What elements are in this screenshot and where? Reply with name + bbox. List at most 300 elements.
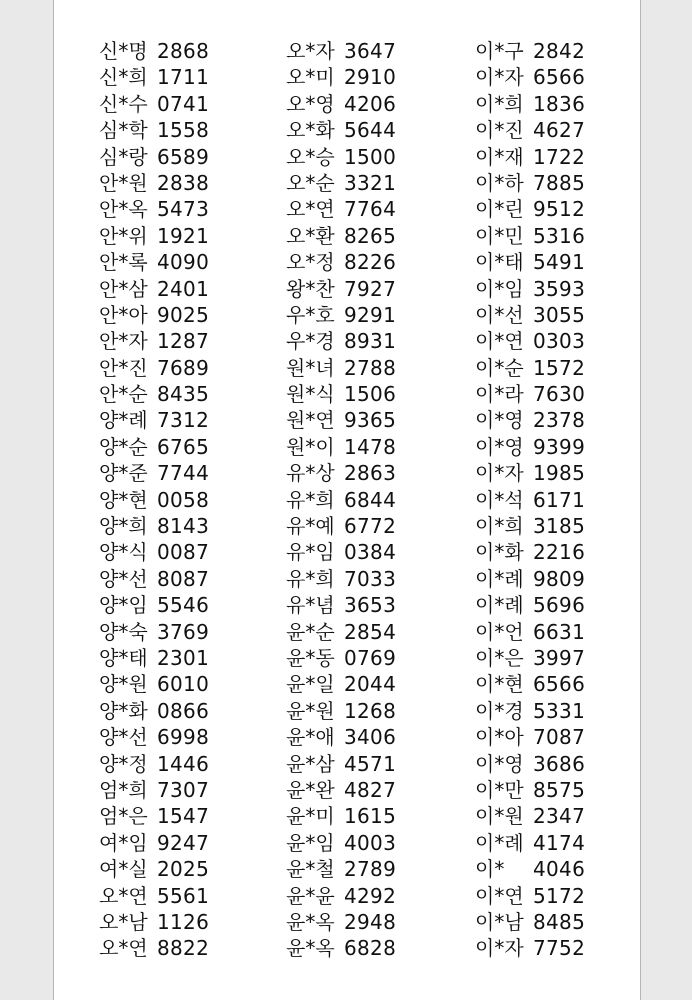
entry-code: 7630 <box>533 382 586 407</box>
list-item <box>475 592 585 618</box>
entry-name: 이*민 <box>475 223 524 248</box>
entry-name: 이*린 <box>475 197 524 222</box>
entry-code: 4046 <box>533 857 586 882</box>
entry-name: 오*정 <box>286 250 335 275</box>
entry-code: 3055 <box>533 302 586 327</box>
entry-name: 이*순 <box>475 355 524 380</box>
entry-name: 안*순 <box>99 382 148 407</box>
list-item <box>286 117 396 143</box>
entry-code: 5473 <box>157 197 210 222</box>
entry-code: 1711 <box>157 65 210 90</box>
list-item <box>286 698 396 724</box>
entry-code: 7312 <box>157 408 210 433</box>
entry-code: 2842 <box>533 39 586 63</box>
column-3 <box>475 38 585 962</box>
entry-name: 오*순 <box>286 170 335 195</box>
entry-code: 6844 <box>344 487 397 512</box>
list-item <box>99 830 209 856</box>
list-item <box>475 381 585 407</box>
entry-name: 이*자 <box>475 461 524 486</box>
entry-name: 유*예 <box>286 514 335 539</box>
entry-name: 여*실 <box>99 857 148 882</box>
entry-code: 5316 <box>533 223 586 248</box>
list-item <box>475 302 585 328</box>
list-item <box>286 91 396 117</box>
entry-name: 유*상 <box>286 461 335 486</box>
entry-name: 윤*삼 <box>286 751 335 776</box>
list-item <box>286 64 396 90</box>
entry-code: 2868 <box>157 39 210 63</box>
entry-code: 6171 <box>533 487 586 512</box>
entry-code: 4827 <box>344 777 397 802</box>
entry-code: 5172 <box>533 883 586 908</box>
entry-name: 안*자 <box>99 329 148 354</box>
entry-code: 2044 <box>344 672 397 697</box>
entry-name: 오*남 <box>99 909 148 934</box>
list-item <box>286 460 396 486</box>
entry-name: 이*재 <box>475 144 524 169</box>
entry-code: 1547 <box>157 804 210 829</box>
list-item <box>286 883 396 909</box>
list-item <box>99 91 209 117</box>
entry-code: 1478 <box>344 434 397 459</box>
entry-code: 4003 <box>344 830 397 855</box>
entry-code: 5491 <box>533 250 586 275</box>
list-item <box>99 698 209 724</box>
entry-name: 오*환 <box>286 223 335 248</box>
entry-code: 8226 <box>344 250 397 275</box>
entry-code: 0866 <box>157 698 210 723</box>
entry-name: 이*경 <box>475 698 524 723</box>
entry-name: 이*연 <box>475 883 524 908</box>
list-item <box>286 355 396 381</box>
entry-name: 이*영 <box>475 434 524 459</box>
list-item <box>475 645 585 671</box>
entry-code: 1268 <box>344 698 397 723</box>
entry-name: 양*선 <box>99 725 148 750</box>
entry-code: 7033 <box>344 566 397 591</box>
entry-name: 유*념 <box>286 593 335 618</box>
entry-code: 8931 <box>344 329 397 354</box>
list-item <box>286 434 396 460</box>
entry-code: 2910 <box>344 65 397 90</box>
list-item <box>475 671 585 697</box>
entry-name: 원*이 <box>286 434 335 459</box>
entry-code: 7744 <box>157 461 210 486</box>
entry-name: 양*순 <box>99 434 148 459</box>
entry-code: 1287 <box>157 329 210 354</box>
entry-code: 6765 <box>157 434 210 459</box>
list-item <box>286 935 396 961</box>
entry-name: 이*구 <box>475 39 524 63</box>
entry-code: 1921 <box>157 223 210 248</box>
entry-name: 이*아 <box>475 725 524 750</box>
list-item <box>475 196 585 222</box>
entry-name: 이*만 <box>475 777 524 802</box>
entry-code: 9512 <box>533 197 586 222</box>
list-item <box>286 249 396 275</box>
entry-name: 안*록 <box>99 250 148 275</box>
list-item <box>475 751 585 777</box>
list-item <box>99 619 209 645</box>
list-item <box>475 724 585 750</box>
entry-name: 양*희 <box>99 514 148 539</box>
list-item <box>475 566 585 592</box>
entry-code: 9399 <box>533 434 586 459</box>
list-item <box>475 460 585 486</box>
list-item <box>99 909 209 935</box>
list-item <box>286 592 396 618</box>
entry-name: 윤*윤 <box>286 883 335 908</box>
entry-name: 이*자 <box>475 65 524 90</box>
list-item <box>286 328 396 354</box>
entry-code: 5331 <box>533 698 586 723</box>
list-item <box>475 144 585 170</box>
entry-code: 2948 <box>344 909 397 934</box>
list-item <box>475 407 585 433</box>
entry-name: 이*희 <box>475 91 524 116</box>
entry-code: 4174 <box>533 830 586 855</box>
entry-name: 이*임 <box>475 276 524 301</box>
entry-code: 1126 <box>157 909 210 934</box>
entry-name: 심*랑 <box>99 144 148 169</box>
entry-name: 원*녀 <box>286 355 335 380</box>
list-item <box>475 276 585 302</box>
entry-name: 원*식 <box>286 382 335 407</box>
entry-code: 4292 <box>344 883 397 908</box>
list-item <box>99 592 209 618</box>
entry-name: 왕*찬 <box>286 276 335 301</box>
entry-name: 양*태 <box>99 645 148 670</box>
entry-name: 윤*원 <box>286 698 335 723</box>
entry-name: 오*자 <box>286 39 335 63</box>
list-item <box>286 196 396 222</box>
list-item <box>99 724 209 750</box>
entry-name: 유*임 <box>286 540 335 565</box>
entry-code: 2788 <box>344 355 397 380</box>
list-item <box>99 64 209 90</box>
entry-name: 이*선 <box>475 302 524 327</box>
entry-name: 원*연 <box>286 408 335 433</box>
entry-code: 6828 <box>344 936 397 961</box>
entry-code: 6566 <box>533 65 586 90</box>
list-item <box>286 144 396 170</box>
entry-name: 오*화 <box>286 118 335 143</box>
entry-name: 윤*옥 <box>286 936 335 961</box>
list-item <box>475 64 585 90</box>
list-item <box>99 460 209 486</box>
entry-code: 1722 <box>533 144 586 169</box>
entry-code: 3769 <box>157 619 210 644</box>
entry-code: 1985 <box>533 461 586 486</box>
entry-name: 유*희 <box>286 566 335 591</box>
entry-name: 이*희 <box>475 514 524 539</box>
entry-name: 이*라 <box>475 382 524 407</box>
entry-code: 7689 <box>157 355 210 380</box>
entry-code: 0741 <box>157 91 210 116</box>
entry-name: 이*태 <box>475 250 524 275</box>
entry-name: 윤*동 <box>286 645 335 670</box>
entry-code: 3321 <box>344 170 397 195</box>
entry-code: 5644 <box>344 118 397 143</box>
entry-code: 7087 <box>533 725 586 750</box>
column-1 <box>99 38 209 962</box>
list-item <box>286 751 396 777</box>
list-item <box>286 38 396 64</box>
list-item <box>286 671 396 697</box>
entry-name: 오*미 <box>286 65 335 90</box>
entry-code: 1836 <box>533 91 586 116</box>
entry-code: 4627 <box>533 118 586 143</box>
entry-name: 안*위 <box>99 223 148 248</box>
entry-name: 양*준 <box>99 461 148 486</box>
list-item <box>475 539 585 565</box>
entry-name: 엄*은 <box>99 804 148 829</box>
entry-code: 8435 <box>157 382 210 407</box>
list-item <box>286 856 396 882</box>
list-item <box>286 487 396 513</box>
list-item <box>99 751 209 777</box>
entry-name: 이*석 <box>475 487 524 512</box>
entry-code: 1500 <box>344 144 397 169</box>
entry-name: 우*호 <box>286 302 335 327</box>
entry-code: 4090 <box>157 250 210 275</box>
entry-name: 신*희 <box>99 65 148 90</box>
entry-name: 양*식 <box>99 540 148 565</box>
entry-code: 8822 <box>157 936 210 961</box>
list-item <box>475 777 585 803</box>
list-item <box>286 724 396 750</box>
list-item <box>475 38 585 64</box>
entry-name: 이*례 <box>475 593 524 618</box>
entry-name: 이*례 <box>475 830 524 855</box>
list-item <box>475 513 585 539</box>
list-item <box>99 117 209 143</box>
entry-name: 이*언 <box>475 619 524 644</box>
entry-name: 안*아 <box>99 302 148 327</box>
entry-name: 신*수 <box>99 91 148 116</box>
entry-name: 이*영 <box>475 408 524 433</box>
entry-name: 오*연 <box>99 936 148 961</box>
entry-code: 8575 <box>533 777 586 802</box>
list-item <box>99 196 209 222</box>
entry-code: 0087 <box>157 540 210 565</box>
list-item <box>99 223 209 249</box>
entry-name: 양*화 <box>99 698 148 723</box>
entry-code: 9247 <box>157 830 210 855</box>
list-item <box>99 883 209 909</box>
entry-name: 이*화 <box>475 540 524 565</box>
entry-code: 2301 <box>157 645 210 670</box>
entry-code: 6998 <box>157 725 210 750</box>
entry-name: 윤*철 <box>286 857 335 882</box>
list-item <box>99 381 209 407</box>
entry-name: 윤*순 <box>286 619 335 644</box>
entry-code: 9809 <box>533 566 586 591</box>
list-item <box>99 671 209 697</box>
entry-code: 5546 <box>157 593 210 618</box>
list-item <box>475 91 585 117</box>
entry-code: 7764 <box>344 197 397 222</box>
list-item <box>475 883 585 909</box>
entry-code: 2401 <box>157 276 210 301</box>
entry-name: 여*임 <box>99 830 148 855</box>
entry-name: 양*숙 <box>99 619 148 644</box>
list-item <box>286 830 396 856</box>
entry-name: 오*연 <box>286 197 335 222</box>
entry-name: 이*진 <box>475 118 524 143</box>
entry-code: 3185 <box>533 514 586 539</box>
entry-name: 양*현 <box>99 487 148 512</box>
list-item <box>286 513 396 539</box>
list-item <box>99 513 209 539</box>
list-item <box>475 909 585 935</box>
entry-name: 안*삼 <box>99 276 148 301</box>
document-page <box>53 0 641 1000</box>
list-item <box>99 856 209 882</box>
list-item <box>99 935 209 961</box>
list-item <box>286 803 396 829</box>
list-item <box>99 407 209 433</box>
entry-name: 양*선 <box>99 566 148 591</box>
entry-code: 2216 <box>533 540 586 565</box>
entry-code: 8143 <box>157 514 210 539</box>
entry-code: 9291 <box>344 302 397 327</box>
list-item <box>99 803 209 829</box>
entry-name: 양*원 <box>99 672 148 697</box>
entry-code: 0303 <box>533 329 586 354</box>
entry-code: 6010 <box>157 672 210 697</box>
entry-name: 오*승 <box>286 144 335 169</box>
entry-name: 신*명 <box>99 39 148 63</box>
entry-name: 오*연 <box>99 883 148 908</box>
list-item <box>99 645 209 671</box>
entry-name: 엄*희 <box>99 777 148 802</box>
entry-code: 8265 <box>344 223 397 248</box>
entry-code: 1558 <box>157 118 210 143</box>
entry-name: 이*례 <box>475 566 524 591</box>
list-item <box>475 619 585 645</box>
entry-name: 안*원 <box>99 170 148 195</box>
entry-code: 7927 <box>344 276 397 301</box>
entry-name: 안*옥 <box>99 197 148 222</box>
list-item <box>99 355 209 381</box>
entry-code: 3406 <box>344 725 397 750</box>
entry-code: 8087 <box>157 566 210 591</box>
list-item <box>286 619 396 645</box>
column-2 <box>286 38 396 962</box>
entry-code: 6566 <box>533 672 586 697</box>
list-item <box>286 909 396 935</box>
entry-name: 윤*일 <box>286 672 335 697</box>
list-item <box>286 223 396 249</box>
list-item <box>475 355 585 381</box>
entry-name: 이*영 <box>475 751 524 776</box>
list-item <box>99 302 209 328</box>
entry-name: 이*하 <box>475 170 524 195</box>
entry-code: 2347 <box>533 804 586 829</box>
entry-name: 안*진 <box>99 355 148 380</box>
entry-code: 1506 <box>344 382 397 407</box>
list-item <box>99 487 209 513</box>
entry-code: 2378 <box>533 408 586 433</box>
list-item <box>475 117 585 143</box>
list-item <box>475 856 585 882</box>
list-item <box>475 698 585 724</box>
entry-name: 이*현 <box>475 672 524 697</box>
list-item <box>286 407 396 433</box>
list-item <box>99 144 209 170</box>
entry-name: 윤*완 <box>286 777 335 802</box>
list-item <box>99 566 209 592</box>
entry-code: 9365 <box>344 408 397 433</box>
list-item <box>99 249 209 275</box>
list-item <box>475 249 585 275</box>
list-item <box>475 935 585 961</box>
list-item <box>99 328 209 354</box>
entry-code: 2025 <box>157 857 210 882</box>
entry-name: 윤*애 <box>286 725 335 750</box>
list-item <box>99 170 209 196</box>
list-item <box>475 434 585 460</box>
entry-code: 6631 <box>533 619 586 644</box>
entry-name: 양*례 <box>99 408 148 433</box>
entry-code: 5696 <box>533 593 586 618</box>
entry-name: 오*영 <box>286 91 335 116</box>
entry-code: 9025 <box>157 302 210 327</box>
entry-name: 우*경 <box>286 329 335 354</box>
entry-code: 2854 <box>344 619 397 644</box>
entry-code: 3997 <box>533 645 586 670</box>
entry-code: 7885 <box>533 170 586 195</box>
entry-name: 이*연 <box>475 329 524 354</box>
entry-code: 6772 <box>344 514 397 539</box>
list-item <box>475 803 585 829</box>
entry-code: 0384 <box>344 540 397 565</box>
list-item <box>475 830 585 856</box>
list-item <box>286 539 396 565</box>
list-item <box>475 487 585 513</box>
list-item <box>286 566 396 592</box>
entry-code: 0769 <box>344 645 397 670</box>
entry-name: 심*학 <box>99 118 148 143</box>
entry-name: 이*남 <box>475 909 524 934</box>
list-item <box>475 328 585 354</box>
list-item <box>286 302 396 328</box>
entry-code: 8485 <box>533 909 586 934</box>
entry-code: 1446 <box>157 751 210 776</box>
list-item <box>286 381 396 407</box>
entry-code: 3593 <box>533 276 586 301</box>
list-item <box>286 276 396 302</box>
entry-code: 3686 <box>533 751 586 776</box>
entry-code: 2789 <box>344 857 397 882</box>
entry-code: 4571 <box>344 751 397 776</box>
entry-code: 5561 <box>157 883 210 908</box>
entry-code: 1572 <box>533 355 586 380</box>
list-item <box>99 777 209 803</box>
entry-code: 4206 <box>344 91 397 116</box>
entry-name: 이*원 <box>475 804 524 829</box>
list-item <box>286 777 396 803</box>
entry-name: 윤*임 <box>286 830 335 855</box>
entry-code: 3647 <box>344 39 397 63</box>
entry-name: 이*은 <box>475 645 524 670</box>
list-item <box>99 38 209 64</box>
entry-code: 7307 <box>157 777 210 802</box>
entry-code: 1615 <box>344 804 397 829</box>
entry-name: 윤*미 <box>286 804 335 829</box>
